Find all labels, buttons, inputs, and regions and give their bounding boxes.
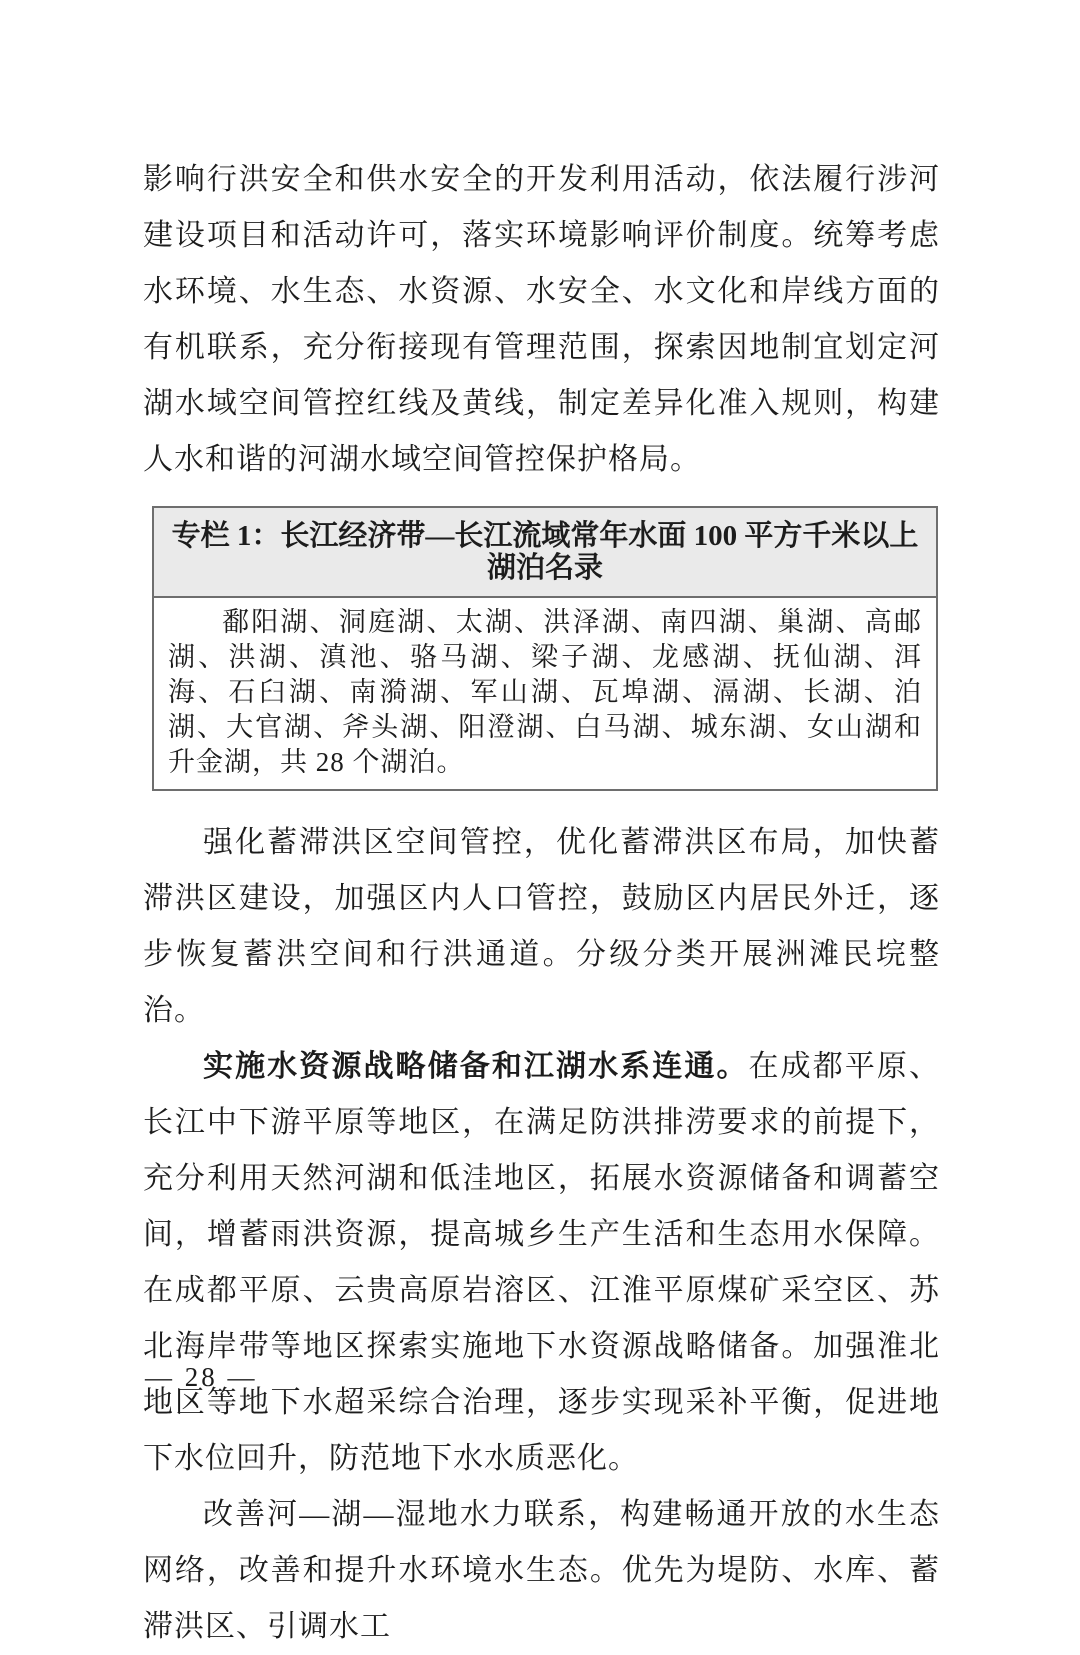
paragraph-flood-storage: 强化蓄滞洪区空间管控，优化蓄滞洪区布局，加快蓄滞洪区建设，加强区内人口管控，鼓励区内居民外迁，逐步恢复蓄洪空间和行洪通道。分级分类开展洲滩民垸整治。: [143, 826, 940, 1027]
callout-box-title: 专栏 1：长江经济带—长江流域常年水面 100 平方千米以上湖泊名录: [154, 508, 936, 598]
paragraph-body-text: 在成都平原、长江中下游平原等地区，在满足防洪排涝要求的前提下，充分利用天然河湖和低洼地区，拓展水资源储备和调蓄空间，增蓄雨洪资源，提高城乡生产生活和生态用水保障。在成都平原、云贵高原岩溶区、江淮平原煤矿采空区、苏北海岸带等地区探索实施地下水资源战略储备。加强淮北地区等地下水超采综合治理，逐步实现采补平衡，促进地下水位回升，防范地下水水质恶化。: [143, 1050, 941, 1475]
paragraph-water-reserve: [143, 1039, 940, 1487]
callout-box: [152, 506, 938, 791]
page-number: — 28 —: [145, 1362, 258, 1392]
paragraph-lead-sentence: 实施水资源战略储备和江湖水系连通。: [203, 1050, 749, 1083]
paragraph-continuation: 影响行洪安全和供水安全的开发利用活动，依法履行涉河建设项目和活动许可，落实环境影响评价制度。统筹考虑水环境、水生态、水资源、水安全、水文化和岸线方面的有机联系，充分衔接现有管理范围，探索因地制宜划定河湖水域空间管控红线及黄线，制定差异化准入规则，构建人水和谐的河湖水域空间管控保护格局。: [143, 163, 940, 476]
callout-box-content: 鄱阳湖、洞庭湖、太湖、洪泽湖、南四湖、巢湖、高邮湖、洪湖、滇池、骆马湖、梁子湖、龙感湖、抚仙湖、洱海、石臼湖、南漪湖、军山湖、瓦埠湖、滆湖、长湖、泊湖、大官湖、斧头湖、阳澄湖、白马湖、城东湖、女山湖和升金湖，共 28 个湖泊。: [154, 598, 936, 789]
paragraph-river-lake-wetland: 改善河—湖—湿地水力联系，构建畅通开放的水生态网络，改善和提升水环境水生态。优先为堤防、水库、蓄滞洪区、引调水工: [143, 1498, 940, 1643]
